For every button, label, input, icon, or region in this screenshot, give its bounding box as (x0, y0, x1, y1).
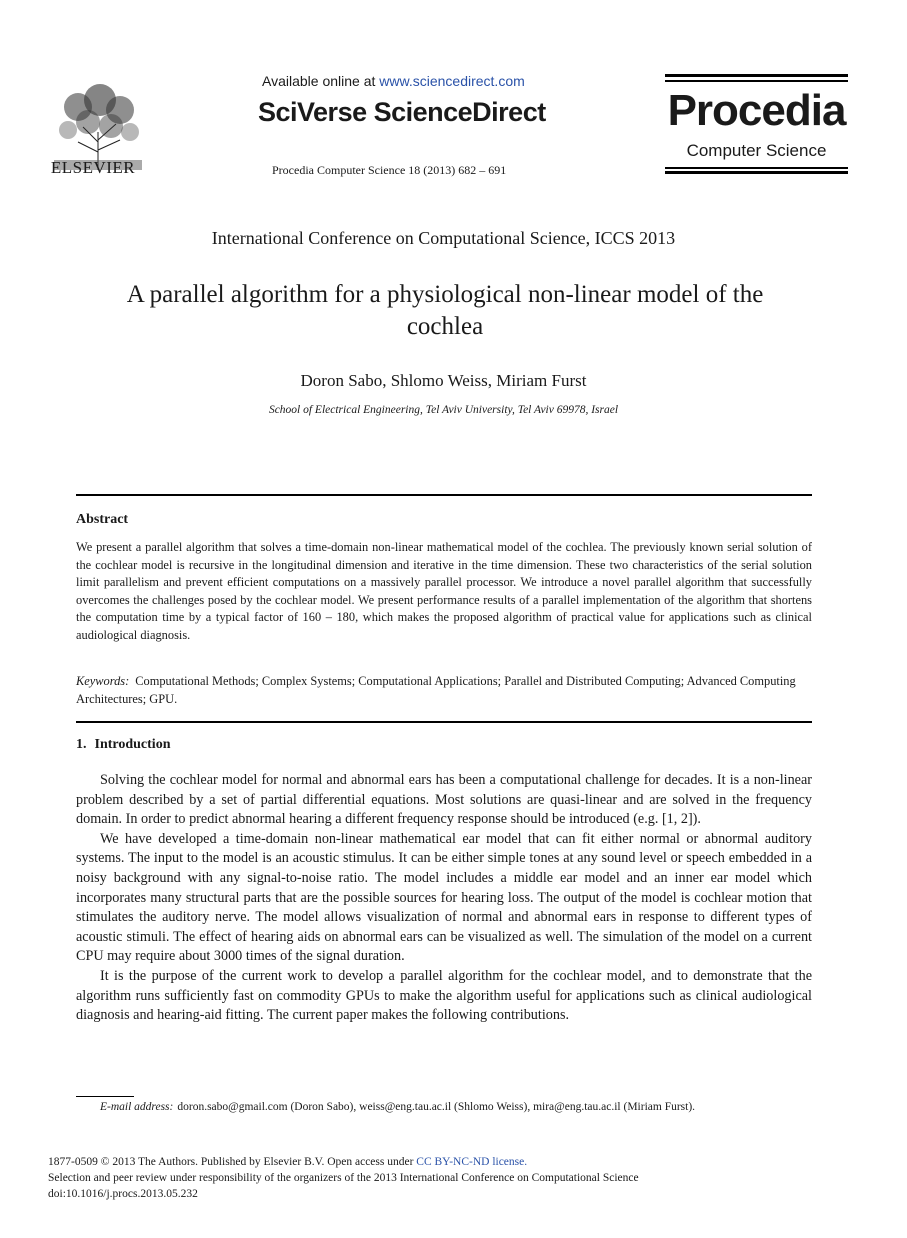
keywords (76, 672, 812, 708)
section-title: Introduction (94, 737, 171, 752)
paper-title-line2: cochlea (406, 313, 484, 340)
paper-title-line1: A parallel algorithm for a physiological non-linear model of the (126, 281, 764, 308)
peer-review-line: Selection and peer review under responsibility of the organizers of the 2013 International Conference on Computational Science (48, 1172, 639, 1184)
paper-title (70, 279, 820, 343)
divider-bottom (76, 721, 812, 723)
copyright-line (48, 1156, 527, 1168)
affiliation: School of Electrical Engineering, Tel Aviv University, Tel Aviv 69978, Israel (268, 404, 619, 416)
email-addresses: doron.sabo@gmail.com (Doron Sabo), weiss@eng.tau.ac.il (Shlomo Weiss), mira@eng.tau.ac.il (Miriam Furst). (177, 1101, 696, 1113)
email-footnote (100, 1101, 695, 1113)
section-number: 1. (76, 737, 87, 752)
platform-logo: SciVerse ScienceDirect (258, 97, 546, 127)
journal-logo (665, 74, 848, 174)
license-link[interactable]: CC BY-NC-ND license. (416, 1156, 528, 1168)
abstract-heading: Abstract (76, 512, 129, 527)
intro-paragraph: Solving the cochlear model for normal and abnormal ears has been a computational challenge for decades. It is a non-linear problem described by a set of partial differential equations. Most solutions are quasi-linear and are solved in the frequency domain. In order to predict abnormal hearing a different frequency response should be introduced (e.g. [1, 2]). (76, 772, 812, 828)
copyright-text: 1877-0509 © 2013 The Authors. Published by Elsevier B.V. Open access under (48, 1156, 417, 1168)
intro-paragraph: It is the purpose of the current work to develop a parallel algorithm for the cochlear model, and to demonstrate that the algorithm runs sufficiently fast on commodity GPUs to make the algorithm useful for applications such as clinical audiological diagnosis and hearing-aid fitting. The current paper makes the following contributions. (76, 967, 812, 1024)
sciencedirect-link[interactable]: www.sciencedirect.com (379, 73, 525, 89)
introduction-body (76, 771, 812, 1026)
abstract-text: We present a parallel algorithm that solves a time-domain non-linear mathematical model of the cochlea. The previously known serial solution of the cochlear model is recursive in the longitudinal dimension and iterative in the time dimension. These two characteristics of the serial solution limit parallelism and prevent efficient computations on a massively parallel processor. We introduce a novel parallel algorithm that successfully overcomes the challenges posed by the cochlear model. We present performance results of a parallel implementation of the algorithm that shortens the computation time by a typical factor of 160 – 180, which makes the proposed algorithm of practical value for applications such as clinical audiological diagnosis. (76, 540, 812, 642)
divider-top (76, 494, 812, 496)
available-online (262, 73, 525, 89)
footnote-rule (76, 1096, 134, 1097)
journal-title: Procedia (667, 86, 846, 135)
keywords-list: Computational Methods; Complex Systems; Computational Applications; Parallel and Distributed Computing; Advanced Computing Architectures; GPU. (76, 674, 796, 706)
conference-name: International Conference on Computational Science, ICCS 2013 (211, 228, 676, 248)
journal-subtitle: Computer Science (686, 141, 827, 160)
email-label: E-mail address: (100, 1101, 174, 1113)
authors: Doron Sabo, Shlomo Weiss, Miriam Furst (300, 371, 587, 390)
journal-reference: Procedia Computer Science 18 (2013) 682 – 691 (272, 163, 507, 177)
available-online-label: Available online at (262, 73, 380, 89)
doi: doi:10.1016/j.procs.2013.05.232 (48, 1188, 198, 1200)
publisher-name: ELSEVIER (50, 158, 136, 177)
section-heading-introduction (76, 737, 170, 753)
intro-paragraph: We have developed a time-domain non-linear mathematical ear model that can fit either normal or abnormal auditory systems. The input to the model is an acoustic stimulus. It can be either simple tones at any sound level or speech embedded in a noisy background with any signal-to-noise ratio. The model includes a middle ear model and an inner ear model which incorporates many structural parts that are the possible sources for hearing loss. The output of the model is cochlear motion that stimulates the auditory nerve. The model allows visualization of normal and abnormal ears in response to different types of acoustic stimuli. The effect of hearing aids on abnormal ears can be visualized as well. The simulation of the model on a current CPU may require about 3000 times of the signal duration. (76, 830, 812, 965)
keywords-label: Keywords: (76, 674, 130, 688)
